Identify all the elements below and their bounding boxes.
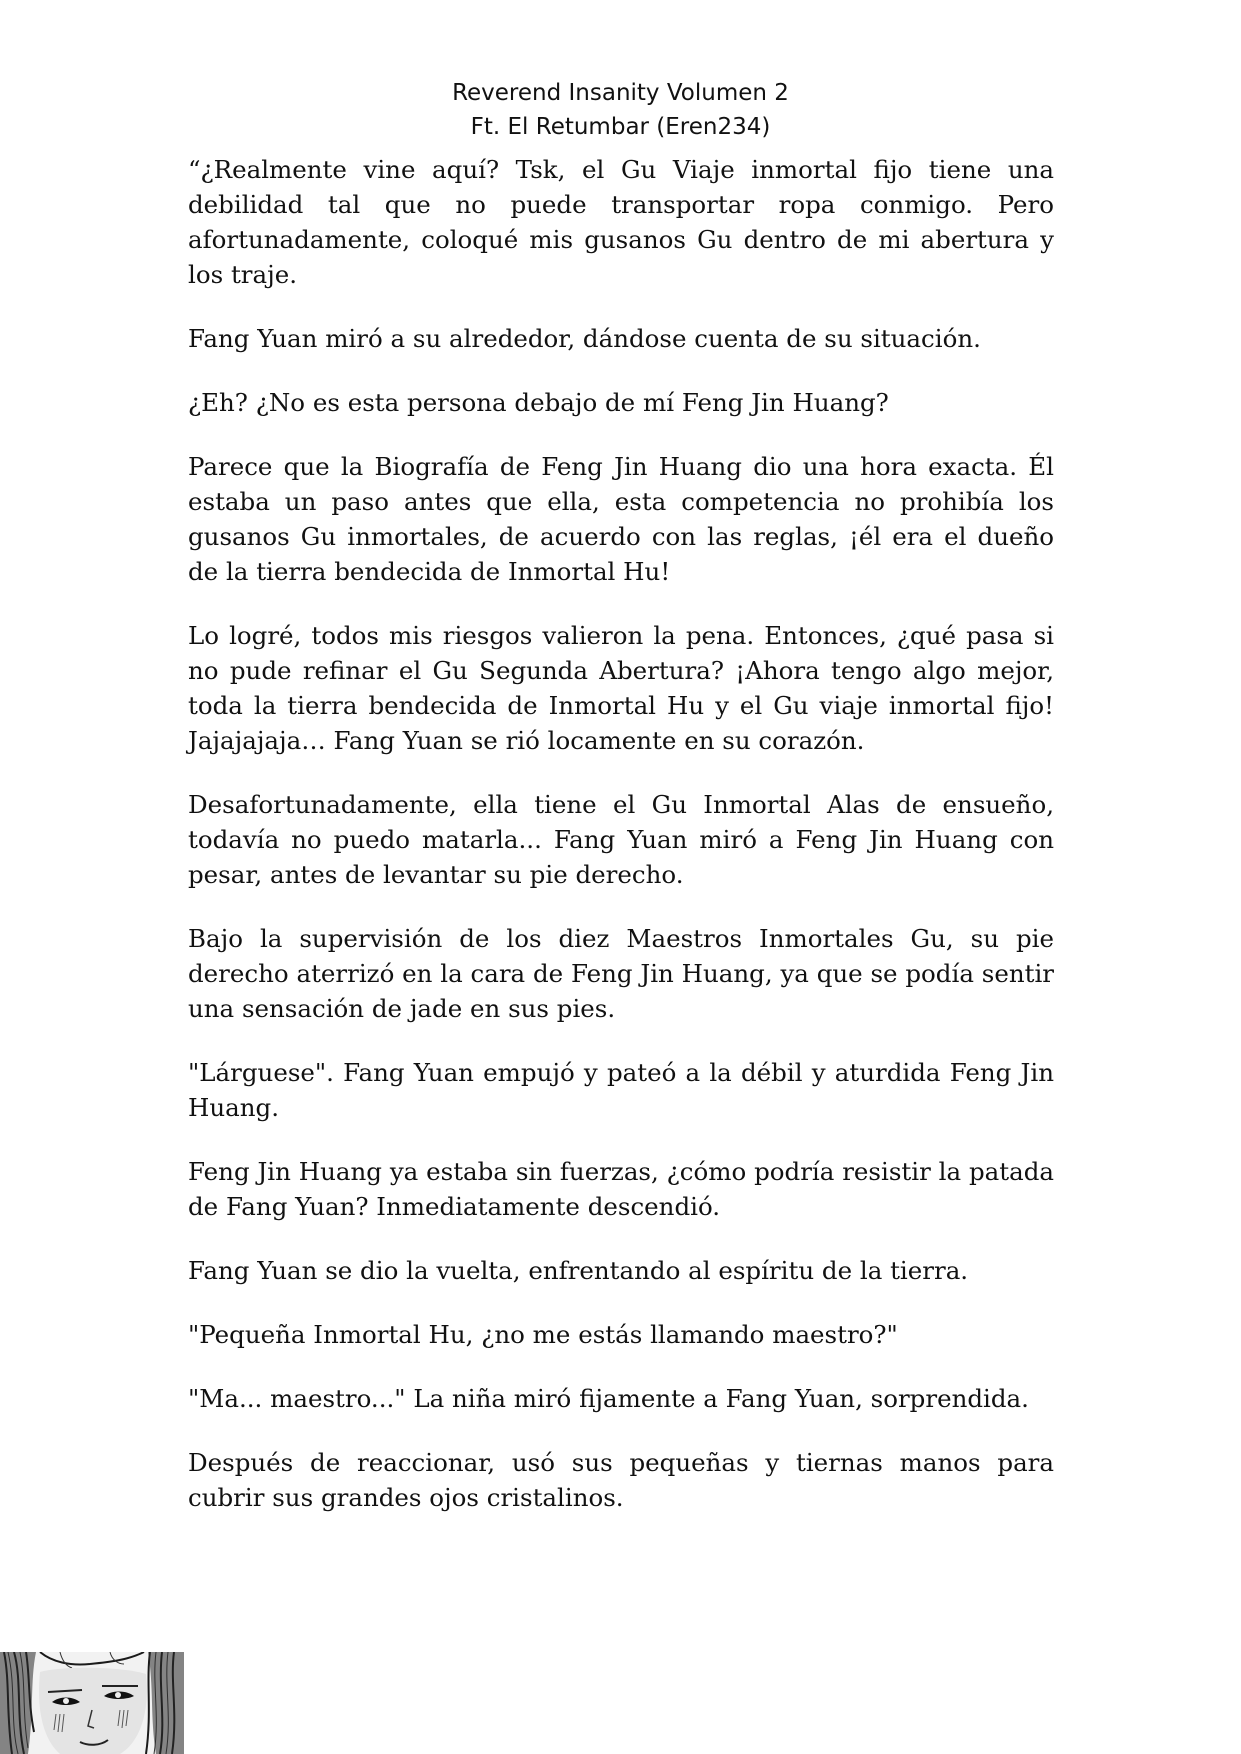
paragraph: Desafortunadamente, ella tiene el Gu Inmortal Alas de ensueño, todavía no puedo matarla... Fang Yuan miró a Feng Jin Huang con pesar, antes de levantar su pie derecho.: [188, 790, 1054, 889]
paragraph: “¿Realmente vine aquí? Tsk, el Gu Viaje inmortal fijo tiene una debilidad tal que no puede transportar ropa conmigo. Pero afortunadamente, coloqué mis gusanos Gu dentro de mi abertura y los traje.: [188, 155, 1054, 289]
paragraph: ¿Eh? ¿No es esta persona debajo de mí Feng Jin Huang?: [188, 388, 889, 417]
paragraph: Bajo la supervisión de los diez Maestros Inmortales Gu, su pie derecho aterrizó en la cara de Feng Jin Huang, ya que se podía sentir una sensación de jade en sus pies.: [188, 924, 1054, 1023]
page-header: [0, 76, 1241, 144]
document-body: [188, 152, 1054, 1544]
manga-character-face-illustration: [0, 1652, 184, 1754]
paragraph: Fang Yuan miró a su alrededor, dándose cuenta de su situación.: [188, 324, 981, 353]
paragraph: "Ma... maestro..." La niña miró fijamente a Fang Yuan, sorprendida.: [188, 1384, 1029, 1413]
paragraph: Parece que la Biografía de Feng Jin Huang dio una hora exacta. Él estaba un paso antes que ella, esta competencia no prohibía los gusanos Gu inmortales, de acuerdo con las reglas, ¡él era el dueño de la tierra bendecida de Inmortal Hu!: [188, 452, 1054, 586]
paragraph: Lo logré, todos mis riesgos valieron la pena. Entonces, ¿qué pasa si no pude refinar el Gu Segunda Abertura? ¡Ahora tengo algo mejor, toda la tierra bendecida de Inmortal Hu y el Gu viaje inmortal fijo! Jajajajaja… Fang Yuan se rió locamente en su corazón.: [188, 621, 1054, 755]
paragraph: Feng Jin Huang ya estaba sin fuerzas, ¿cómo podría resistir la patada de Fang Yuan? Inmediatamente descendió.: [188, 1157, 1054, 1221]
paragraph: Después de reaccionar, usó sus pequeñas y tiernas manos para cubrir sus grandes ojos cristalinos.: [188, 1448, 1054, 1512]
paragraph: Fang Yuan se dio la vuelta, enfrentando al espíritu de la tierra.: [188, 1256, 969, 1285]
header-subtitle: Ft. El Retumbar (Eren234): [470, 114, 771, 140]
header-title: Reverend Insanity Volumen 2: [452, 80, 789, 106]
paragraph: "Lárguese". Fang Yuan empujó y pateó a la débil y aturdida Feng Jin Huang.: [188, 1058, 1054, 1122]
paragraph: "Pequeña Inmortal Hu, ¿no me estás llamando maestro?": [188, 1320, 898, 1349]
